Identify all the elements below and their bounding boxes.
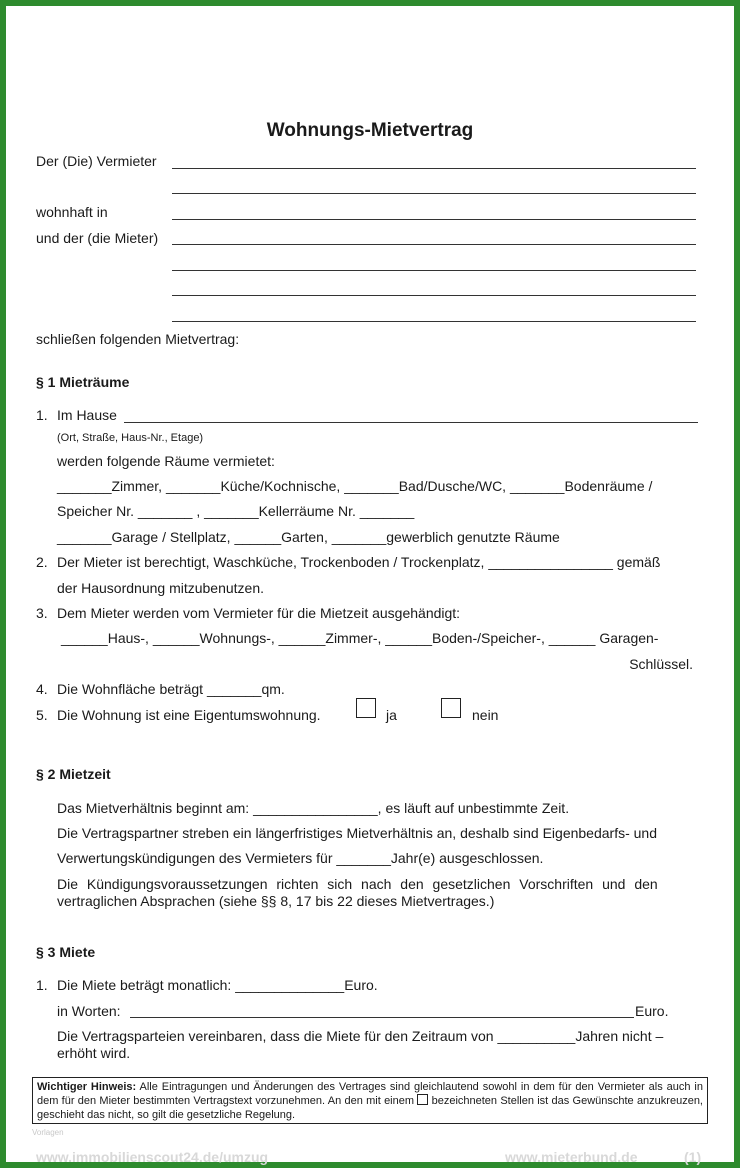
s1-item2-number: 2. (36, 554, 48, 570)
document-title: Wohnungs-Mietvertrag (266, 120, 474, 141)
s3-item1-line: Die Miete beträgt monatlich: ______________Euro. (57, 977, 378, 993)
landlord-line-2[interactable] (172, 193, 696, 194)
s1-item3-line-2: ______Haus-, ______Wohnungs-, ______Zimmer-, ______Boden-/Speicher-, ______ Garagen- (61, 630, 659, 646)
tenant-line-3[interactable] (172, 295, 696, 296)
footer-tiny: Vorlagen (32, 1128, 64, 1137)
important-notice (32, 1077, 708, 1124)
residence-line[interactable] (172, 219, 696, 220)
s1-item3-line-3: Schlüssel. (629, 656, 693, 672)
house-address-line[interactable] (124, 422, 698, 423)
label-yes: ja (386, 707, 397, 723)
section-2-heading: § 2 Mietzeit (36, 766, 111, 782)
landlord-line-1[interactable] (172, 168, 696, 169)
s2-line-1: Das Mietverhältnis beginnt am: ________________, es läuft auf unbestimmte Zeit. (57, 800, 570, 816)
s2-line-5: vertraglichen Absprachen (siehe §§ 8, 17 bis 22 dieses Mietvertrages.) (57, 893, 495, 909)
s1-item3-number: 3. (36, 605, 48, 621)
s2-line-2: Die Vertragspartner streben ein längerfristiges Mietverhältnis an, deshalb sind Eigenbedarfs- und (57, 825, 658, 841)
footer-left-link[interactable]: www.immobilienscout24.de/umzug (36, 1149, 269, 1165)
s3-item1-number: 1. (36, 977, 48, 993)
notice-text-b: bezeichneten Stellen ist das Gewünschte anzukreuzen, geschieht das nicht, so gilt die gesetzliche Regelung. (37, 1095, 703, 1121)
s2-line-4-wrap (57, 876, 703, 892)
s1-item1-note: (Ort, Straße, Haus-Nr., Etage) (57, 432, 204, 444)
residence-label: wohnhaft in (36, 204, 108, 220)
s2-line-4: Die Kündigungsvoraussetzungen richten sich nach den gesetzlichen Vorschriften und den (57, 876, 658, 892)
checkbox-symbol-icon (417, 1094, 428, 1105)
rooms-intro: werden folgende Räume vermietet: (57, 453, 275, 469)
s1-item5-line: Die Wohnung ist eine Eigentumswohnung. (57, 707, 321, 723)
checkbox-yes[interactable] (356, 698, 376, 718)
closing-text: schließen folgenden Mietvertrag: (36, 331, 240, 347)
s1-item3-line-1: Dem Mieter werden vom Vermieter für die Mietzeit ausgehändigt: (57, 605, 461, 621)
s1-item4-number: 4. (36, 681, 48, 697)
footer-right-link[interactable]: www.mieterbund.de (505, 1149, 638, 1165)
s1-item2-line-1: Der Mieter ist berechtigt, Waschküche, Trockenboden / Trockenplatz, ________________ gemäß (57, 554, 661, 570)
s1-item4-line: Die Wohnfläche beträgt _______qm. (57, 681, 285, 697)
rooms-line-2: Speicher Nr. _______ , _______Kellerräume Nr. _______ (57, 503, 415, 519)
section-1-heading: § 1 Mieträume (36, 374, 130, 390)
checkbox-no[interactable] (441, 698, 461, 718)
rooms-line-3: _______Garage / Stellplatz, ______Garten, _______gewerblich genutzte Räume (57, 529, 560, 545)
label-no: nein (472, 707, 499, 723)
notice-label: Wichtiger Hinweis: (37, 1081, 137, 1093)
footer-page-number: (1) (684, 1149, 702, 1165)
tenant-line-4[interactable] (172, 321, 696, 322)
tenant-line-2[interactable] (172, 270, 696, 271)
tenant-label: und der (die Mieter) (36, 230, 159, 246)
words-unit: Euro. (635, 1003, 669, 1019)
s1-item1-label: Im Hause (57, 407, 117, 423)
s3-line-3: Die Vertragsparteien vereinbaren, dass die Miete für den Zeitraum von __________Jahren nicht – (57, 1028, 664, 1044)
s1-item2-line-2: der Hausordnung mitzubenutzen. (57, 580, 265, 596)
rent-in-words-line[interactable] (130, 1017, 634, 1018)
s1-item1-number: 1. (36, 407, 48, 423)
words-label: in Worten: (57, 1003, 121, 1019)
s3-line-4: erhöht wird. (57, 1045, 131, 1061)
tenant-line-1[interactable] (172, 244, 696, 245)
s1-item5-number: 5. (36, 707, 48, 723)
landlord-label: Der (Die) Vermieter (36, 153, 157, 169)
section-3-heading: § 3 Miete (36, 944, 96, 960)
rooms-line-1: _______Zimmer, _______Küche/Kochnische, _______Bad/Dusche/WC, _______Bodenräume / (57, 478, 653, 494)
s2-line-3: Verwertungskündigungen des Vermieters für _______Jahr(e) ausgeschlossen. (57, 850, 544, 866)
notice-text-a: Alle Eintragungen und Änderungen des Vertrages sind gleichlautend sowohl in dem für den Vermieter als auch in dem für den Mieter bestimmten Vertragstext vorzunehmen. An den mit einem (37, 1081, 703, 1107)
